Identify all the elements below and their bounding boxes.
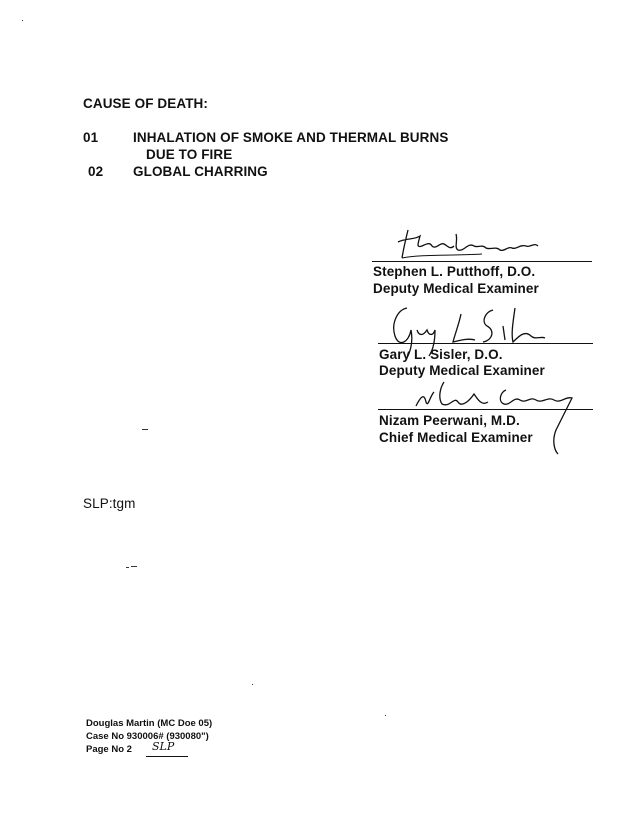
signatory-3-title: Chief Medical Examiner (379, 430, 533, 445)
scan-artifact (385, 715, 386, 716)
scan-artifact (252, 684, 253, 685)
footer-line-2: Case No 930006# (930080") (86, 731, 209, 742)
signatory-2-title: Deputy Medical Examiner (379, 363, 545, 378)
signature-line-1 (372, 261, 592, 262)
signatory-1-title: Deputy Medical Examiner (373, 281, 539, 296)
scan-artifact (22, 20, 23, 21)
signatory-2-name: Gary L. Sisler, D.O. (379, 347, 503, 362)
scan-artifact (126, 567, 129, 568)
cause-2-text: GLOBAL CHARRING (133, 164, 268, 179)
signature-line-2 (378, 343, 593, 344)
signatory-1-name: Stephen L. Putthoff, D.O. (373, 264, 536, 279)
cause-1-number: 01 (83, 130, 99, 145)
cause-1-continuation: DUE TO FIRE (146, 147, 233, 162)
footer-page-label: Page No 2 (86, 744, 132, 755)
cause-1-text: INHALATION OF SMOKE AND THERMAL BURNS (133, 130, 449, 145)
signatory-3-name: Nizam Peerwani, M.D. (379, 413, 520, 428)
cause-of-death-heading: CAUSE OF DEATH: (83, 96, 208, 111)
cause-2-number: 02 (88, 164, 104, 179)
footer-page-initials: SLP (152, 740, 175, 753)
scan-artifact (142, 429, 148, 430)
footer-line-1: Douglas Martin (MC Doe 05) (86, 718, 213, 729)
signature-line-3 (378, 409, 593, 410)
scan-artifact (131, 566, 137, 567)
putthoff-signature (392, 224, 542, 264)
typist-initials: SLP:tgm (83, 496, 136, 511)
footer-initials-line (146, 756, 188, 757)
